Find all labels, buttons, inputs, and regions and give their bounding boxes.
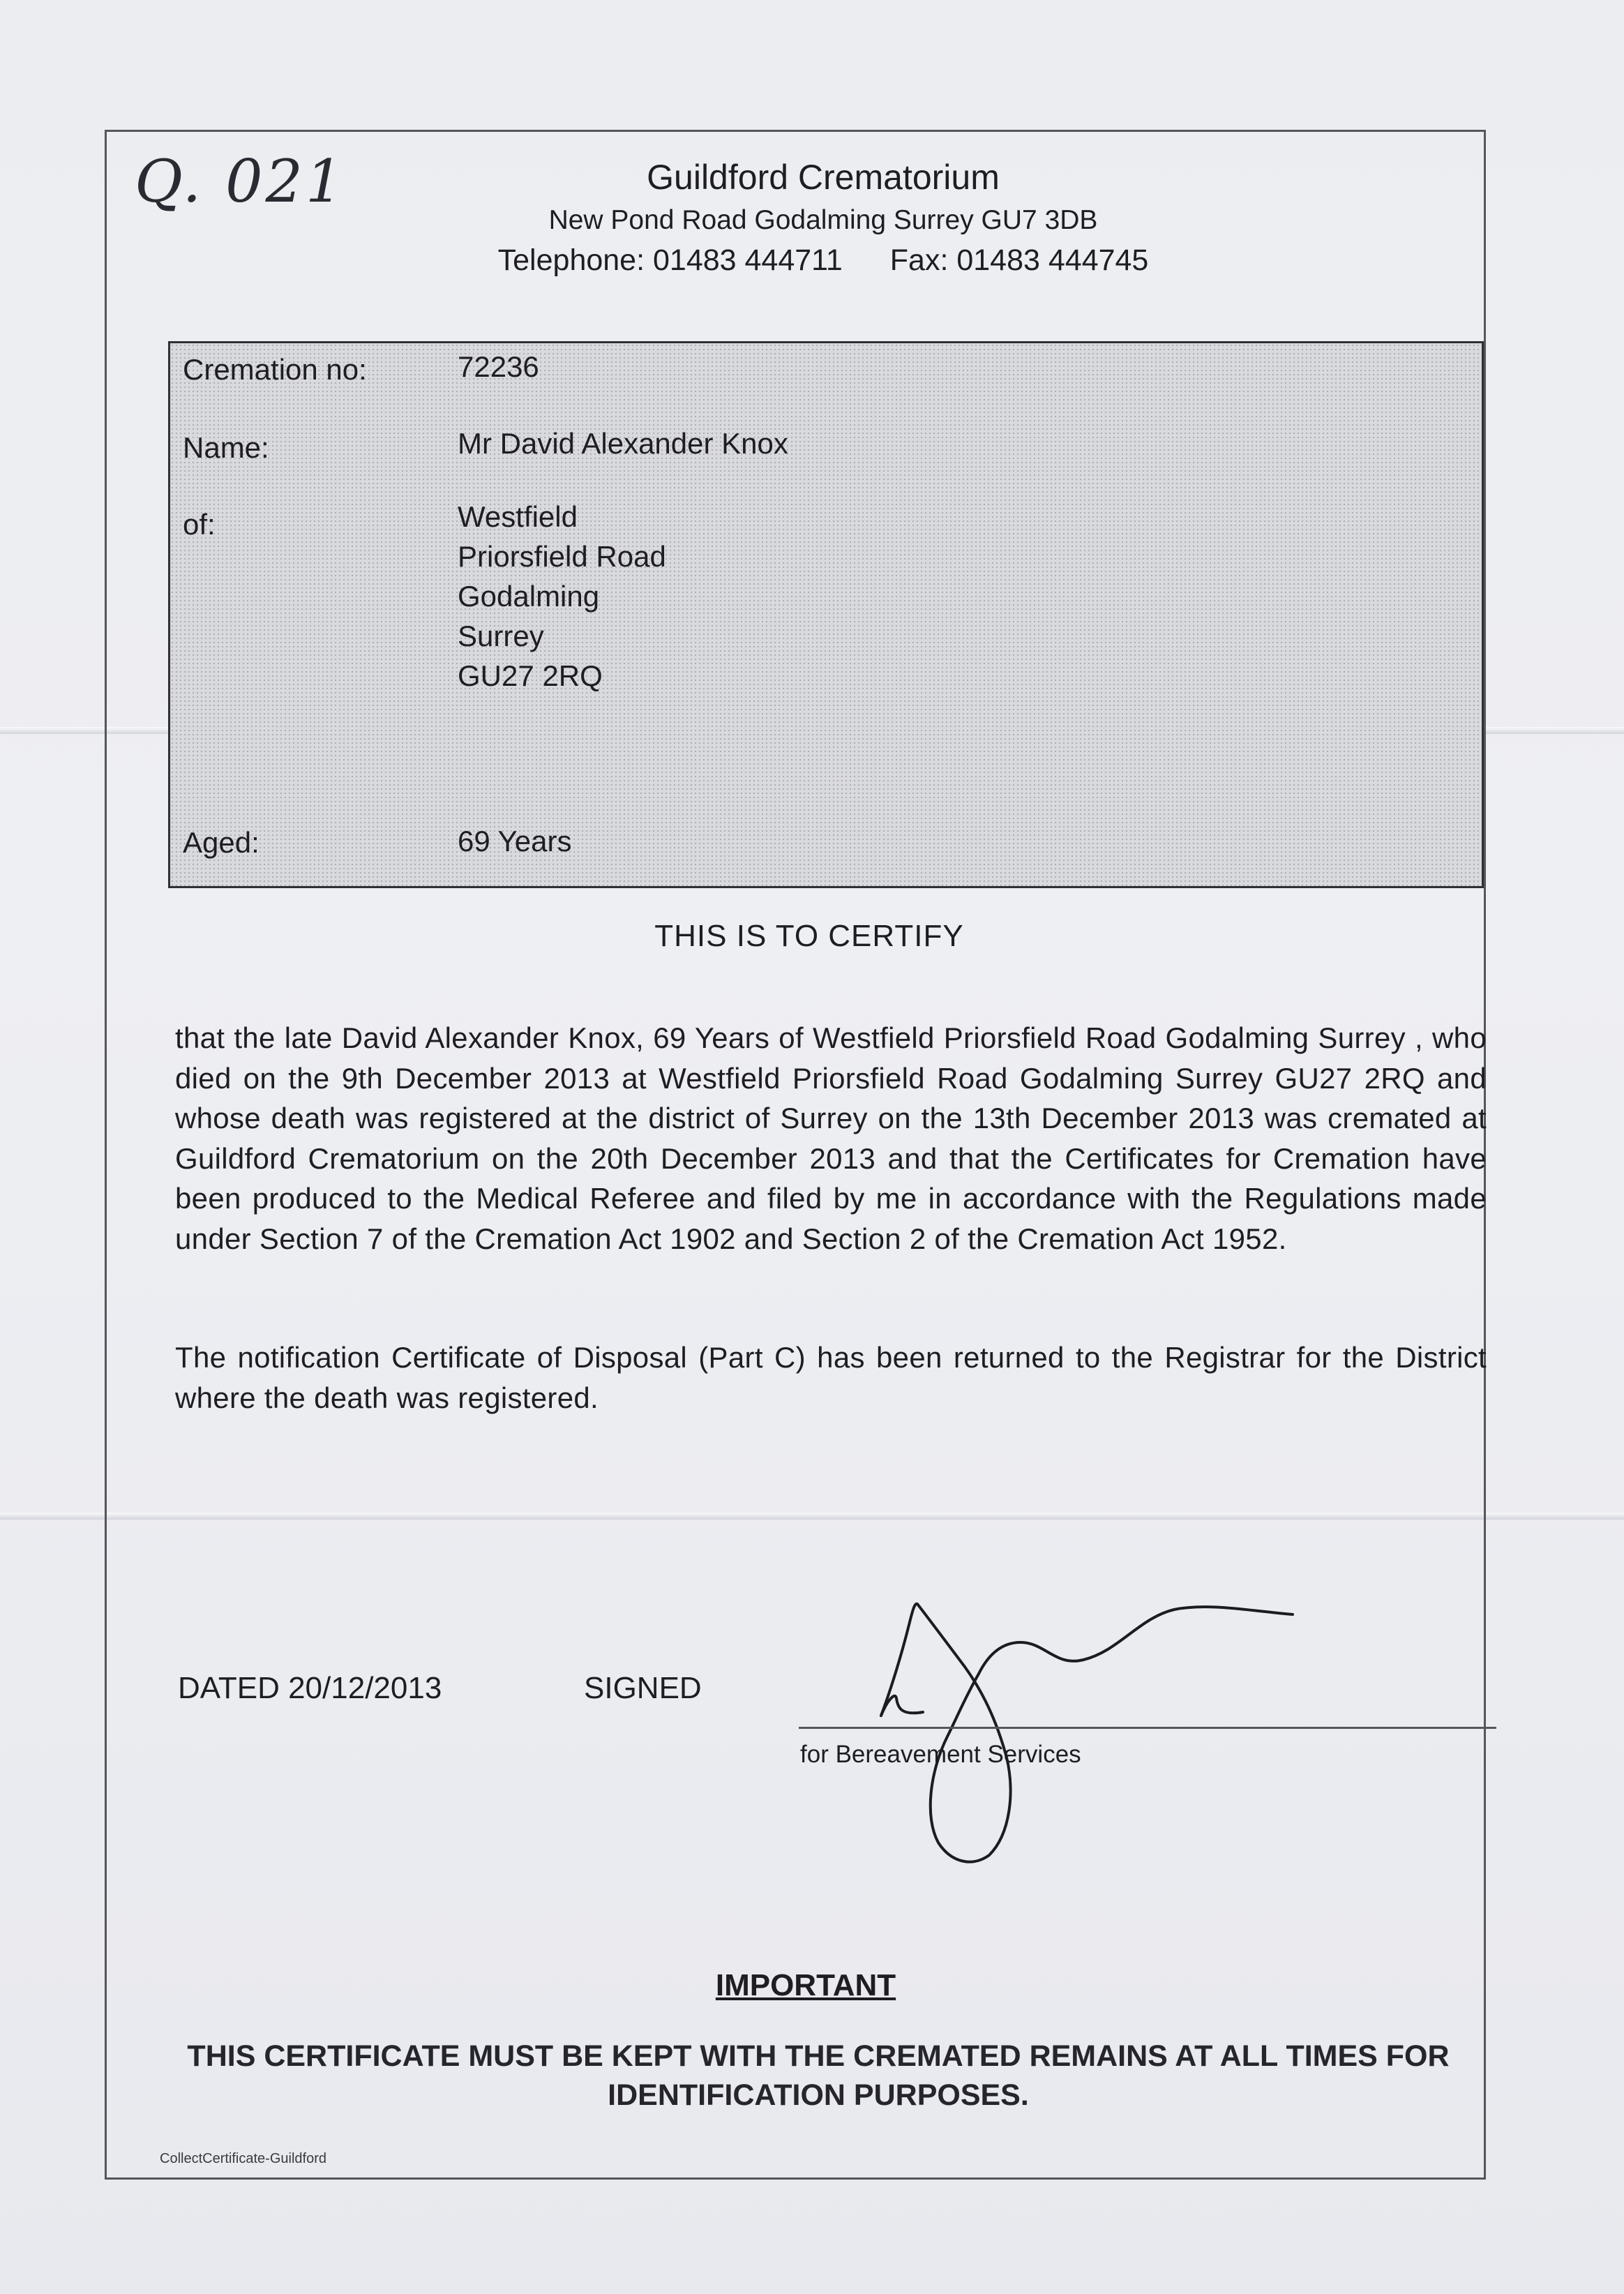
name-label: Name: bbox=[183, 431, 269, 464]
form-code: CollectCertificate-Guildford bbox=[160, 2151, 326, 2166]
address-line: Godalming bbox=[458, 580, 600, 613]
address-line: Surrey bbox=[458, 620, 544, 652]
organisation-name: Guildford Crematorium bbox=[647, 158, 1000, 197]
deceased-details-box bbox=[168, 341, 1484, 888]
address-line: Westfield bbox=[458, 500, 578, 533]
address-value bbox=[458, 497, 666, 696]
important-heading: IMPORTANT bbox=[715, 1968, 896, 2002]
aged-value: 69 Years bbox=[458, 825, 572, 857]
important-notice: THIS CERTIFICATE MUST BE KEPT WITH THE CREMATED REMAINS AT ALL TIMES FOR IDENTIFICATION PURPOSES. bbox=[187, 2039, 1450, 2112]
fax-number: Fax: 01483 444745 bbox=[889, 243, 1149, 277]
address-line: Priorsfield Road bbox=[458, 540, 666, 573]
cremation-number-value: 72236 bbox=[458, 350, 539, 383]
bereavement-services-label: for Bereavement Services bbox=[800, 1741, 1081, 1768]
organisation-contact bbox=[163, 239, 1484, 281]
certify-paragraph: that the late David Alexander Knox, 69 Years of Westfield Priorsfield Road Godalming Surrey , who died on the 9th December 2013 at Westfield Priorsfield Road Godalming Surrey GU27 2RQ and whose death was registered at the district of Surrey on the 13th December 2013 was cremated at Guildford Crematorium on the 20th December 2013 and that the Certificates for Cremation have been produced to the Medical Referee and filed by me in accordance with the Regulations made under Section 7 of the Cremation Act 1902 and Section 2 of the Cremation Act 1952. bbox=[175, 1021, 1487, 1255]
organisation-address: New Pond Road Godalming Surrey GU7 3DB bbox=[548, 205, 1098, 235]
certify-heading: THIS IS TO CERTIFY bbox=[654, 919, 964, 953]
certificate-header bbox=[107, 153, 1484, 281]
signed-label: SIGNED bbox=[584, 1671, 702, 1705]
handwritten-signature bbox=[860, 1569, 1321, 1869]
certificate-sheet bbox=[105, 130, 1486, 2180]
cremation-number-label: Cremation no: bbox=[183, 353, 367, 386]
signature-line bbox=[799, 1727, 1496, 1729]
name-value: Mr David Alexander Knox bbox=[458, 427, 788, 460]
handwritten-reference: Q. 021 bbox=[135, 147, 346, 216]
address-line: GU27 2RQ bbox=[458, 659, 603, 692]
notification-paragraph: The notification Certificate of Disposal (Part C) has been returned to the Registrar for the District where the death was registered. bbox=[175, 1341, 1487, 1414]
aged-label: Aged: bbox=[183, 826, 260, 859]
telephone-number: Telephone: 01483 444711 bbox=[497, 243, 843, 277]
of-label: of: bbox=[183, 508, 216, 541]
dated-field: DATED 20/12/2013 bbox=[178, 1671, 442, 1705]
